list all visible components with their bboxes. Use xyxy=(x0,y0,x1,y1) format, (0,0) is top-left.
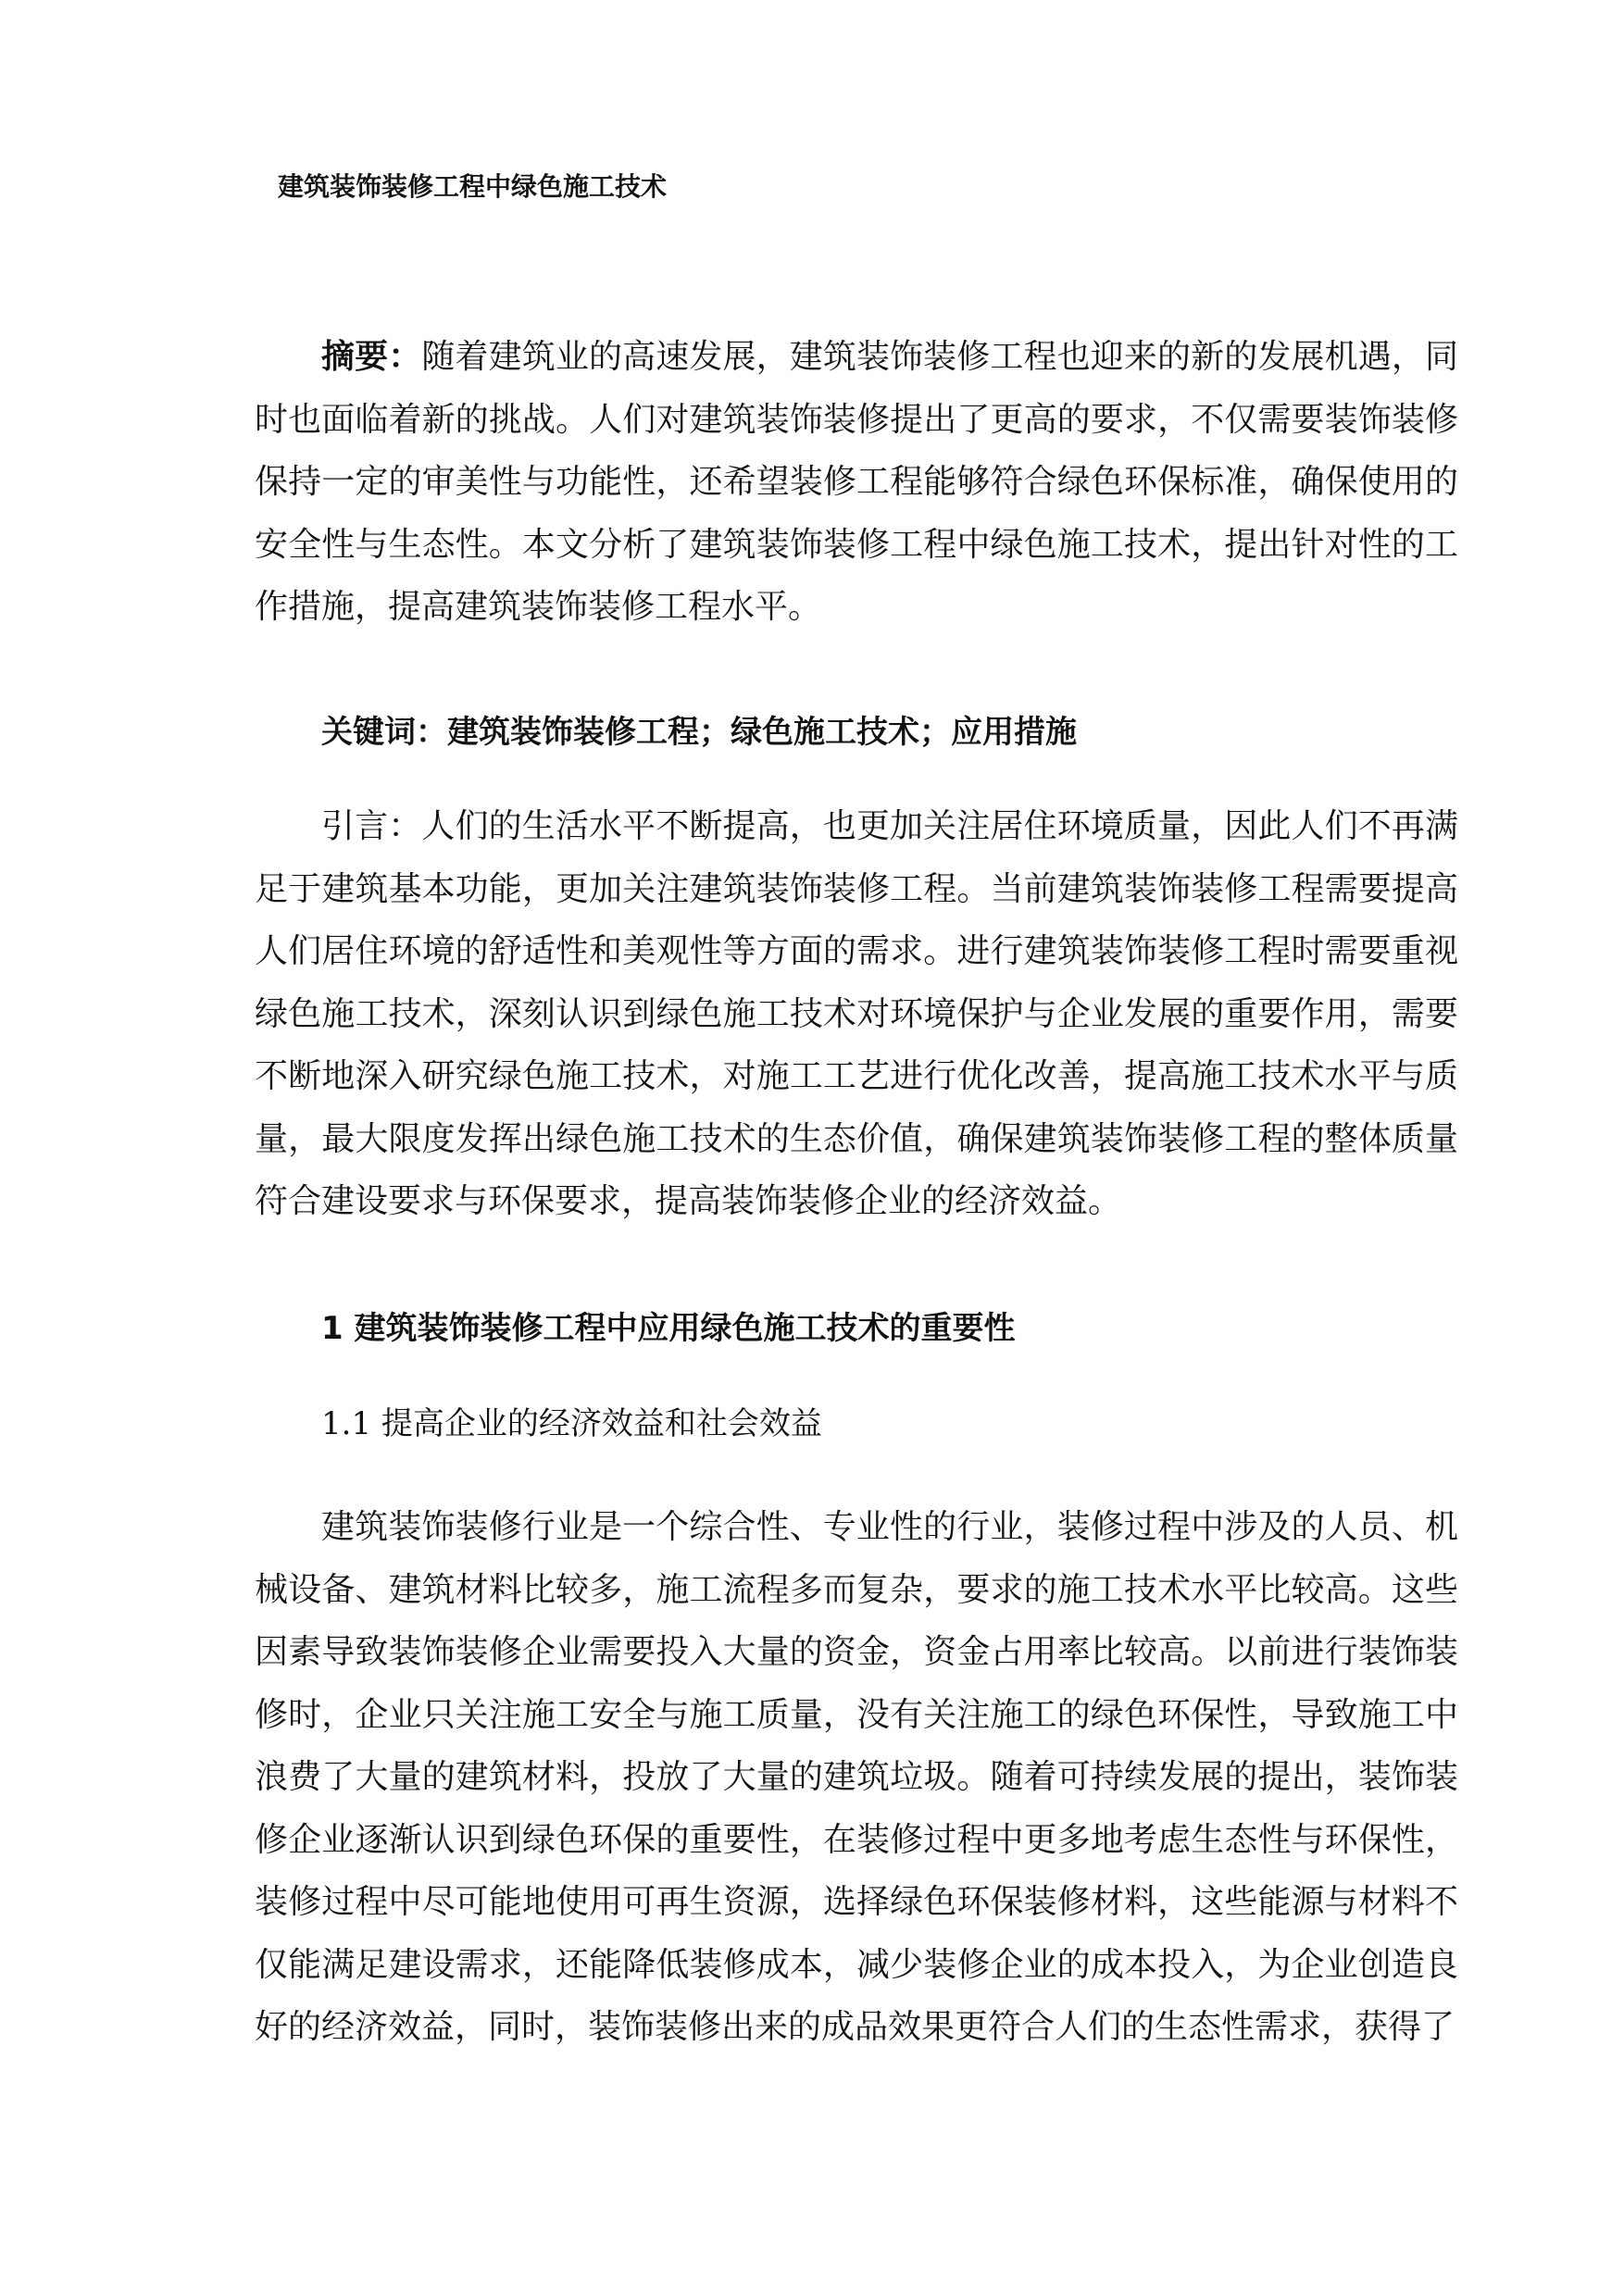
keywords-paragraph xyxy=(255,701,1458,765)
introduction-label: 引言： xyxy=(321,807,422,845)
subsection-1-1-heading: 1.1 提高企业的经济效益和社会效益 xyxy=(321,1405,822,1442)
abstract-paragraph xyxy=(255,326,1458,639)
subsection-1-1-paragraph: 建筑装饰装修行业是一个综合性、专业性的行业，装修过程中涉及的人员、机械设备、建筑材料比较多，施工流程多而复杂，要求的施工技术水平比较高。这些因素导致装饰装修企业需要投入大量的资金，资金占用率比较高。以前进行装饰装修时，企业只关注施工安全与施工质量，没有关注施工的绿色环保性，导致施工中浪费了大量的建筑材料，投放了大量的建筑垃圾。随着可持续发展的提出，装饰装修企业逐渐认识到绿色环保的重要性，在装修过程中更多地考虑生态性与环保性，装修过程中尽可能地使用可再生资源，选择绿色环保装修材料，这些能源与材料不仅能满足建设需求，还能降低装修成本，减少装修企业的成本投入，为企业创造良好的经济效益，同时，装饰装修出来的成品效果更符合人们的生态性需求，获得了 xyxy=(255,1508,1458,2046)
introduction-paragraph xyxy=(255,795,1458,1233)
abstract-label: 摘要： xyxy=(321,338,422,376)
introduction-text: 人们的生活水平不断提高，也更加关注居住环境质量，因此人们不再满足于建筑基本功能，更加关注建筑装饰装修工程。当前建筑装饰装修工程需要提高人们居住环境的舒适性和美观性等方面的需求。进行建筑装饰装修工程时需要重视绿色施工技术，深刻认识到绿色施工技术对环境保护与企业发展的重要作用，需要不断地深入研究绿色施工技术，对施工工艺进行优化改善，提高施工技术水平与质量，最大限度发挥出绿色施工技术的生态价值，确保建筑装饰装修工程的整体质量符合建设要求与环保要求，提高装饰装修企业的经济效益。 xyxy=(255,807,1458,1220)
section-1-heading: 1 建筑装饰装修工程中应用绿色施工技术的重要性 xyxy=(321,1310,1016,1347)
abstract-text: 随着建筑业的高速发展，建筑装饰装修工程也迎来的新的发展机遇，同时也面临着新的挑战。人们对建筑装饰装修提出了更高的要求，不仅需要装饰装修保持一定的审美性与功能性，还希望装修工程能够符合绿色环保标准，确保使用的安全性与生态性。本文分析了建筑装饰装修工程中绿色施工技术，提出针对性的工作措施，提高建筑装饰装修工程水平。 xyxy=(255,338,1458,626)
keywords-text: 建筑装饰装修工程；绿色施工技术；应用措施 xyxy=(447,714,1077,751)
keywords-label: 关键词： xyxy=(321,714,447,751)
document-title: 建筑装饰装修工程中绿色施工技术 xyxy=(278,171,668,202)
